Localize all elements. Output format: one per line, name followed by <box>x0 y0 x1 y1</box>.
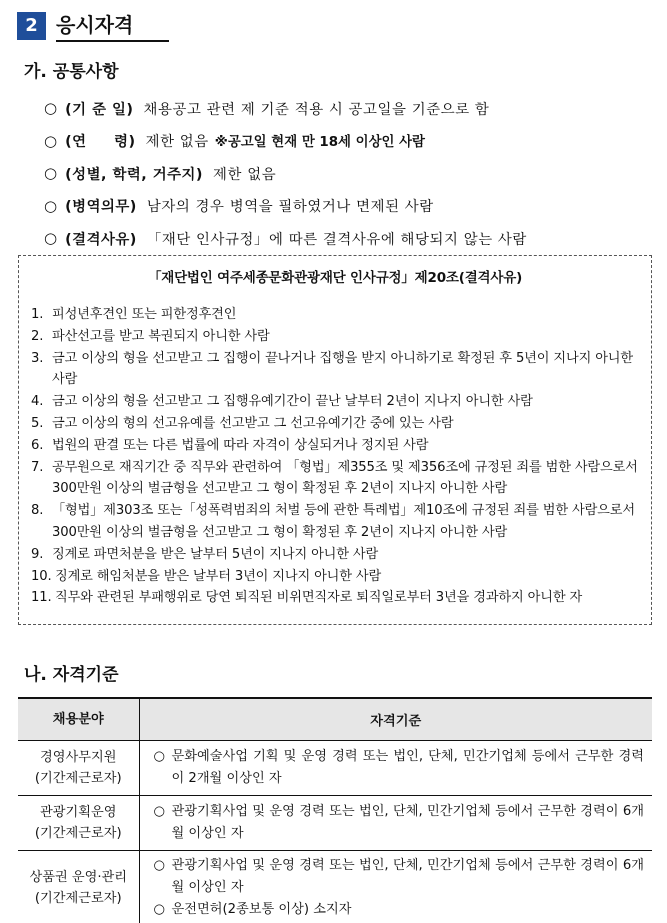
item-label: (성별, 학력, 거주지) <box>65 166 204 183</box>
item-number: 1. <box>31 307 44 322</box>
criteria-cell <box>139 740 652 795</box>
item-number: 6. <box>31 437 44 453</box>
employment-type: (기간제근로자) <box>34 890 122 906</box>
criteria-text: 관광기획사업 및 운영 경력 또는 법인, 단체, 민간기업체 등에서 근무한 경력이 6개월 이상인 자 <box>171 857 644 895</box>
table-row <box>18 740 652 795</box>
criteria-line <box>154 855 645 899</box>
list-item <box>31 566 649 588</box>
list-item <box>31 435 649 457</box>
column-header-field: 채용분야 <box>18 698 139 740</box>
item-text: 금고 이상의 형을 선고받고 그 집행이 끝나거나 집행을 받지 아니하기로 확정된 후 5년이 지나지 아니한 사람 <box>52 350 633 388</box>
item-number: 10. <box>31 568 52 584</box>
item-text: 파산선고를 받고 복권되지 아니한 사람 <box>52 328 270 344</box>
item-text: 채용공고 관련 제 기준 적용 시 공고일을 기준으로 함 <box>143 101 490 118</box>
criteria-text: 운전면허(2종보통 이상) 소지자 <box>171 901 352 917</box>
list-item <box>31 587 649 609</box>
item-label: (병역의무) <box>65 199 137 216</box>
item-text: 제한 없음 <box>213 166 277 183</box>
criteria-line <box>154 899 645 921</box>
circle-bullet-icon: ○ <box>44 196 58 215</box>
list-item <box>44 125 654 158</box>
criteria-line <box>154 746 645 790</box>
common-requirements-list <box>44 92 654 255</box>
list-item <box>31 457 649 501</box>
item-text: 공무원으로 재직기간 중 직무와 관련하여 「형법」제355조 및 제356조에 규정된 죄를 범한 사람으로서 300만원 이상의 벌금형을 선고받고 그 형이 확정된 후 2년이 지나지 아니한 사람 <box>52 459 638 497</box>
field-name: 관광기획운영 <box>40 804 117 820</box>
criteria-heading: 나. 자격기준 <box>24 665 119 685</box>
item-text: 징계로 해임처분을 받은 날부터 3년이 지나지 아니한 사람 <box>55 568 382 584</box>
list-item <box>44 190 654 223</box>
criteria-cell <box>139 795 652 850</box>
table-header-row <box>18 698 652 740</box>
table-row <box>18 795 652 850</box>
item-number: 3. <box>31 350 44 366</box>
section-number: 2 <box>17 12 46 40</box>
item-number: 4. <box>31 394 44 410</box>
item-text: 「형법」제303조 또는「성폭력범죄의 처벌 등에 관한 특례법」제10조에 규정된 죄를 범한 사람으로서 300만원 이상의 벌금형을 선고받고 그 형이 확정된 후 2년이 지나지 아니한 사람 <box>52 503 635 540</box>
criteria-table <box>18 697 652 923</box>
criteria-text: 관광기획사업 및 운영 경력 또는 법인, 단체, 민간기업체 등에서 근무한 경력이 6개월 이상인 자 <box>171 803 644 841</box>
item-text: 금고 이상의 형을 선고받고 그 집행유예기간이 끝난 날부터 2년이 지나지 아니한 사람 <box>52 394 533 410</box>
section-title: 응시자격 <box>56 9 169 42</box>
item-text: 법원의 판결 또는 다른 법률에 따라 자격이 상실되거나 정지된 사람 <box>52 437 429 453</box>
item-label: (기 준 일) <box>65 101 134 118</box>
list-item <box>44 92 654 125</box>
table-row <box>18 850 652 923</box>
item-number: 9. <box>31 546 44 562</box>
list-item <box>44 157 654 190</box>
criteria-text: 문화예술사업 기획 및 운영 경력 또는 법인, 단체, 민간기업체 등에서 근무한 경력이 2개월 이상인 자 <box>171 748 644 786</box>
item-text: 제한 없음 <box>145 134 209 151</box>
item-number: 8. <box>31 503 44 519</box>
circle-bullet-icon: ○ <box>44 164 58 183</box>
column-header-criteria: 자격기준 <box>139 698 652 740</box>
item-label: (연 령) <box>65 134 136 151</box>
list-item <box>31 348 649 392</box>
field-cell <box>18 850 139 923</box>
criteria-cell <box>139 850 652 923</box>
item-number: 11. <box>31 590 52 606</box>
section-header <box>17 9 169 42</box>
list-item <box>31 500 649 544</box>
employment-type: (기간제근로자) <box>34 770 122 786</box>
item-number: 7. <box>31 459 44 475</box>
item-text: 남자의 경우 병역을 필하였거나 면제된 사람 <box>146 199 434 216</box>
circle-bullet-icon: ○ <box>153 748 166 764</box>
list-item <box>31 544 649 566</box>
disqualification-list <box>31 304 649 609</box>
item-text: 직무와 관련된 부패행위로 당연 퇴직된 비위면직자로 퇴직일로부터 3년을 경과하지 아니한 자 <box>55 590 583 606</box>
common-heading: 가. 공통사항 <box>24 62 119 82</box>
item-label: (결격사유) <box>65 231 137 248</box>
item-text: 피성년후견인 또는 피한정후견인 <box>52 307 237 322</box>
item-number: 2. <box>31 328 44 344</box>
circle-bullet-icon: ○ <box>44 99 58 118</box>
list-item <box>31 326 649 348</box>
list-item <box>31 304 649 326</box>
item-text: 징계로 파면처분을 받은 날부터 5년이 지나지 아니한 사람 <box>52 546 379 562</box>
list-item <box>31 413 649 435</box>
field-name: 상품권 운영·관리 <box>29 869 128 885</box>
circle-bullet-icon: ○ <box>153 857 166 873</box>
employment-type: (기간제근로자) <box>34 825 122 841</box>
circle-bullet-icon: ○ <box>44 131 58 150</box>
list-item <box>31 391 649 413</box>
field-cell <box>18 795 139 850</box>
circle-bullet-icon: ○ <box>44 229 58 248</box>
field-cell <box>18 740 139 795</box>
criteria-line <box>154 801 645 845</box>
item-number: 5. <box>31 415 44 431</box>
disqualification-title: 「재단법인 여주세종문화관광재단 인사규정」제20조(결격사유) <box>147 270 523 286</box>
item-text: 금고 이상의 형의 선고유예를 선고받고 그 선고유예기간 중에 있는 사람 <box>52 415 454 431</box>
item-text: 「재단 인사규정」에 따른 결격사유에 해당되지 않는 사람 <box>146 231 527 248</box>
disqualification-box <box>18 255 652 625</box>
age-requirement-note: ※공고일 현재 만 18세 이상인 사람 <box>214 135 425 151</box>
field-name: 경영사무지원 <box>40 749 117 765</box>
list-item <box>44 222 654 255</box>
circle-bullet-icon: ○ <box>153 803 166 819</box>
circle-bullet-icon: ○ <box>153 901 166 917</box>
